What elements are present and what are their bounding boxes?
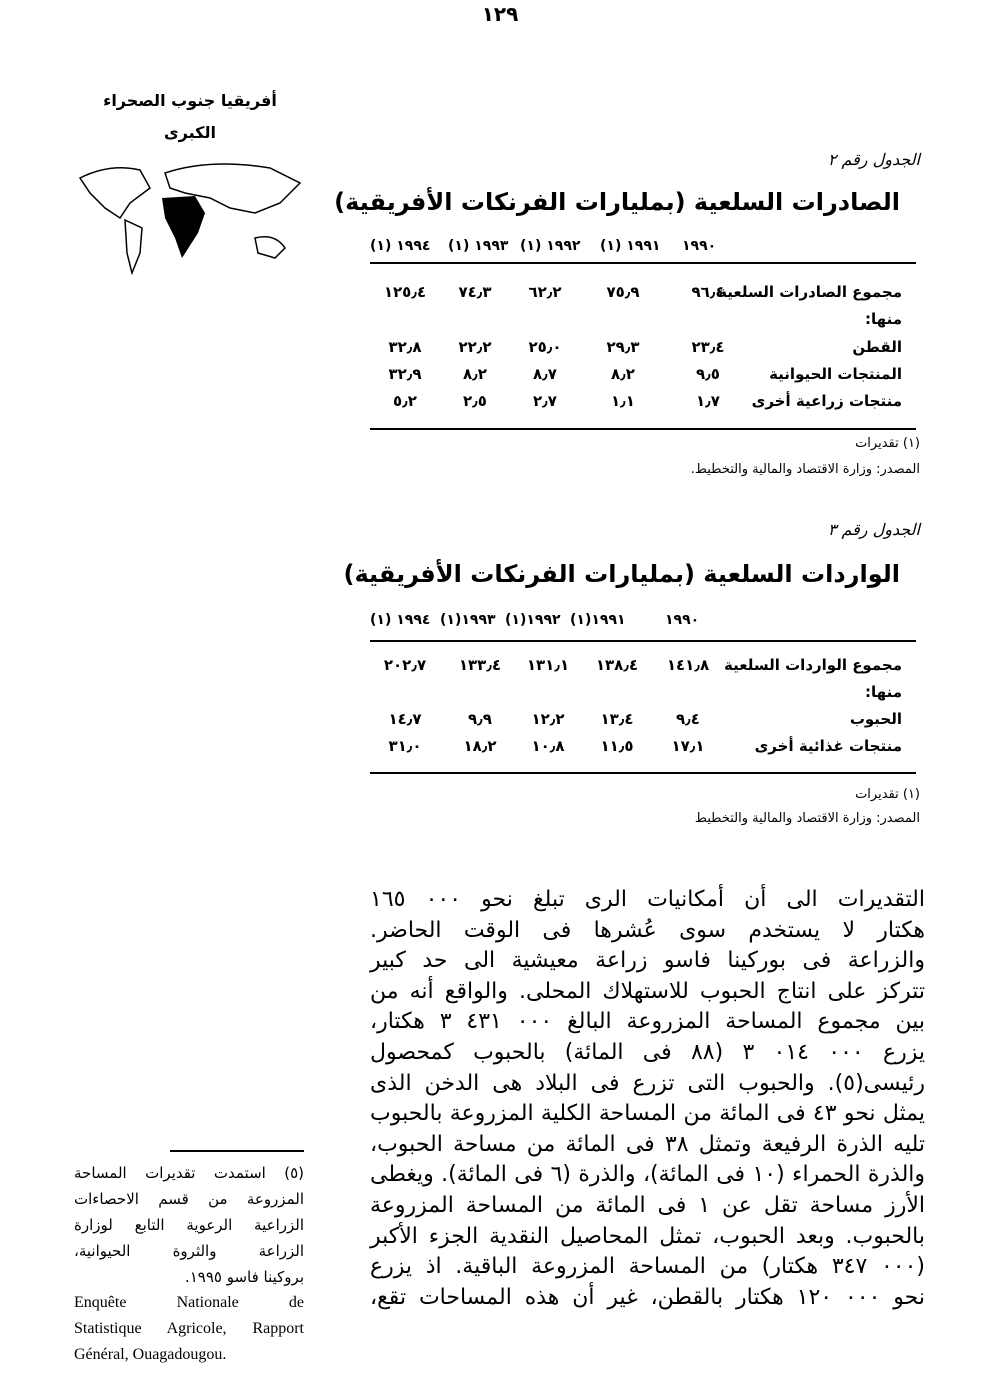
body-line: التقديرات الى أن أمكانيات الرى تبلغ نحو ٠٠٠ ١٦٥	[370, 887, 925, 912]
body-line: يزرع ٠٠٠ ٠١٤ ٣ (٨٨ فى المائة) بالحبوب كمحصول	[370, 1039, 926, 1065]
body-line: رئيسى(٥). والحبوب التى تزرع فى البلاد هى الدخن الذى	[370, 1070, 925, 1096]
body-line: يمثل نحو ٤٣ فى المائة من المساحة الكلية المزروعة بالحبوب	[370, 1101, 925, 1127]
table3-source: المصدر: وزارة الاقتصاد والمالية والتخطيط	[694, 811, 920, 826]
body-line: تتركز على انتاج الحبوب للاستهلاك المحلى. والواقع أنه من	[370, 978, 925, 1004]
table-row	[370, 338, 916, 364]
cell: ٥٫٢	[393, 392, 417, 410]
cell: ٢٫٥	[463, 392, 487, 410]
table3-label: الجدول رقم ٣	[827, 520, 920, 539]
row-label: مجموع الصادرات السلعية	[718, 283, 902, 301]
year: ١٩٩١ (١)	[600, 238, 661, 254]
cell: ١٣١٫١	[526, 656, 570, 674]
cell: ٨٫٢	[463, 365, 487, 383]
region-label	[70, 85, 310, 149]
body-text	[370, 885, 925, 1313]
cell: ٩٫٥	[696, 365, 720, 383]
cell: ٢٢٫٢	[458, 338, 492, 356]
table-row	[370, 683, 916, 709]
cell: ١٣٨٫٤	[595, 656, 639, 674]
table2-label: الجدول رقم ٢	[827, 150, 920, 169]
year: ١٩٩٠	[665, 612, 700, 628]
table3-header	[370, 612, 916, 632]
divider	[370, 772, 916, 774]
body-line: نحو ٠٠٠ ١٢٠ هكتار بالقطن، غير أن هذه المساحات تقع،	[370, 1284, 925, 1310]
table2-note: (١) تقديرات	[855, 436, 920, 451]
row-label: الحبوب	[849, 710, 902, 728]
footnote-line: الزراعة والثروة الحيوانية،	[74, 1242, 304, 1260]
footnote-line: Général, Ouagadougou.	[74, 1346, 227, 1363]
page-number: ١٢٩	[481, 2, 519, 26]
footnote-line: الزراعية الرعوية التابع لوزارة	[74, 1216, 304, 1234]
cell: ٦٢٫٢	[528, 283, 562, 301]
body-line: (٠٠٠ ٣٤٧ هكتار) من المساحة المزروعة الباقية. اذ يزرع	[370, 1254, 926, 1280]
year: ١٩٩٤ (١)	[370, 612, 431, 628]
cell: ٧٤٫٣	[458, 283, 492, 301]
cell: ٢٣٫٤	[691, 338, 725, 356]
table2-header	[370, 238, 916, 258]
cell: ٢٫٧	[533, 392, 557, 410]
body-line: هكتار لا يستخدم سوى عُشرها فى الوقت الحاضر.	[370, 917, 925, 943]
cell: ١٫٧	[696, 392, 720, 410]
table2-source: المصدر: وزارة الاقتصاد والمالية والتخطيط.	[690, 462, 920, 477]
table-row	[370, 283, 916, 309]
cell: ٨٫٧	[533, 365, 557, 383]
row-label: منتجات غذائية أخرى	[754, 737, 902, 755]
footnote-line: المزروعة من قسم الاحصاءات	[74, 1190, 304, 1208]
table-row	[370, 310, 916, 336]
cell: ١٧٫١	[671, 737, 705, 755]
footnote-divider	[170, 1150, 304, 1152]
year: ١٩٩٢(١)	[505, 612, 561, 628]
divider	[370, 262, 916, 264]
footnote-line: (٥) استمدت تقديرات المساحة	[74, 1164, 304, 1182]
footnote-line: Statistique Agricole, Rapport	[74, 1320, 304, 1337]
year: ١٩٩٤ (١)	[370, 238, 431, 254]
cell: ١٣٫٤	[600, 710, 634, 728]
footnote-line: Enquête Nationale de	[74, 1294, 304, 1311]
cell: ١٠٫٨	[531, 737, 565, 755]
divider	[370, 428, 916, 430]
divider	[370, 640, 916, 642]
region-line: أفريقيا جنوب الصحراء	[103, 91, 277, 110]
cell: ٨٫٢	[611, 365, 635, 383]
cell: ١٤٫٧	[388, 710, 422, 728]
row-label: منتجات زراعية أخرى	[751, 392, 902, 410]
body-line: والذرة الحمراء (١٠ فى المائة)، والذرة (٦ فى المائة). ويغطى	[370, 1162, 926, 1188]
world-map-icon	[70, 158, 310, 278]
cell: ٢٠٢٫٧	[383, 656, 427, 674]
cell: ٣١٫٠	[388, 737, 422, 755]
table3-title: الواردات السلعية (بمليارات الفرنكات الأفريقية)	[343, 560, 900, 588]
cell: ١٣٣٫٤	[458, 656, 502, 674]
row-label: منها:	[865, 683, 902, 701]
cell: ٩٫٩	[468, 710, 492, 728]
cell: ١٫١	[611, 392, 635, 410]
body-line: تليه الذرة الرفيعة وتمثل ٣٨ فى المائة من مساحة الحبوب،	[370, 1131, 925, 1157]
footnote	[74, 1160, 304, 1368]
row-label: مجموع الواردات السلعية	[724, 656, 902, 674]
table-row	[370, 365, 916, 391]
year: ١٩٩٢ (١)	[520, 238, 581, 254]
cell: ١١٫٥	[600, 737, 634, 755]
cell: ٣٢٫٨	[388, 338, 422, 356]
cell: ١٢٥٫٤	[383, 283, 427, 301]
year: ١٩٩٣ (١)	[448, 238, 509, 254]
cell: ٢٥٫٠	[528, 338, 562, 356]
body-line: بالحبوب. وبعد الحبوب، تمثل المحاصيل النقدية الجزء الأكبر	[370, 1223, 925, 1249]
region-line: الكبرى	[164, 123, 216, 142]
table3-note: (١) تقديرات	[855, 787, 920, 802]
table-row	[370, 710, 916, 736]
body-line: والزراعة فى بوركينا فاسو زراعة معيشية الى حد كبير	[370, 948, 925, 974]
cell: ١٢٫٢	[531, 710, 565, 728]
footnote-line: بروكينا فاسو ١٩٩٥.	[184, 1268, 304, 1286]
row-label: المنتجات الحيوانية	[769, 365, 902, 383]
body-line: بين مجموع المساحة المزروعة البالغ ٠٠٠ ٤٣١ ٣ هكتار،	[370, 1009, 926, 1035]
body-line: الأرز مساحة تقل عن ١ فى المائة من المساحة المزروعة	[370, 1192, 925, 1218]
cell: ٢٩٫٣	[606, 338, 640, 356]
year: ١٩٩٠	[682, 238, 717, 254]
cell: ١٤١٫٨	[666, 656, 710, 674]
cell: ١٨٫٢	[463, 737, 497, 755]
row-label: القطن	[852, 338, 902, 356]
cell: ٧٥٫٩	[606, 283, 640, 301]
year: ١٩٩٣(١)	[440, 612, 496, 628]
cell: ٩٦٫٤	[691, 283, 725, 301]
cell: ٩٫٤	[676, 710, 700, 728]
year: ١٩٩١(١)	[570, 612, 626, 628]
table-row	[370, 392, 916, 418]
table2-title: الصادرات السلعية (بمليارات الفرنكات الأفريقية)	[334, 188, 900, 216]
table-row	[370, 656, 916, 682]
cell: ٣٢٫٩	[388, 365, 422, 383]
table-row	[370, 737, 916, 763]
row-label: منها:	[865, 310, 902, 328]
